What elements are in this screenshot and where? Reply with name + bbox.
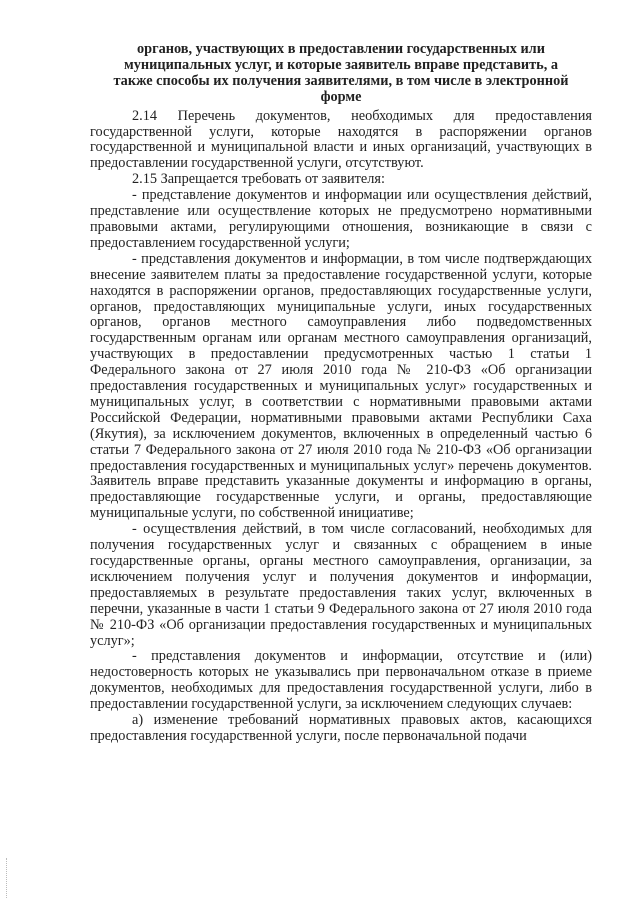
section-heading xyxy=(90,42,592,106)
paragraph-2-15: 2.15 Запрещается требовать от заявителя: xyxy=(132,171,385,188)
list-item-requirement: - представления документов и информации, в том числе подтверждающих внесение заявителем платы за предоставление государственной услуги, которые находятся в распоряжении органов, предоставляющих государственные услуги, органов, предоставляющих муниципальные услуги, иных государственных органов, органов местного самоуправления либо подведомственных государственным органам или органам местного самоуправления организаций, участвующих в предоставлении предусмотренных частью 1 статьи 1 Федерального закона от 27 июля 2010 года № 210-ФЗ «Об организации предоставления государственных и муниципальных услуг» государственных и муниципальных услуг, в соответствии с нормативными правовыми актами Российской Федерации, нормативными правовыми актами Республики Саха (Якутия), за исключением документов, включенных в определенный частью 6 статьи 7 Федерального закона от 27 июля 2010 года № 210-ФЗ «Об организации предоставления государственных и муниципальных услуг» перечень документов. Заявитель вправе представить указанные документы и информацию в органы, предоставляющие государственные услуги, и органы, предоставляющие муниципальные услуги, по собственной инициативе; xyxy=(90,250,592,522)
list-item-requirement: - представления документов и информации, отсутствие и (или) недостоверность которых не указывались при первоначальном отказе в приеме документов, необходимых для предоставления государственной услуги, либо в предоставлении государственной услуги, за исключением следующих случаев: xyxy=(90,648,592,713)
list-item-requirement: - представление документов и информации или осуществления действий, представление или осуществление которых не предусмотрено нормативными правовыми актами, регулирующими отношения, возникающие в связи с предоставлением государственной услуги; xyxy=(90,187,592,251)
scan-margin-mark xyxy=(6,858,8,898)
paragraph-2-14: 2.14 Перечень документов, необходимых для предоставления государственной услуги, которые находятся в распоряжении органов государственной и муниципальной власти и иных организаций, участвующих в предоставлении государственной услуги, отсутствуют. xyxy=(90,107,592,172)
heading-line: органов, участвующих в предоставлении государственных или xyxy=(137,41,545,57)
heading-line: муниципальных услуг, и которые заявитель вправе представить, а xyxy=(123,56,559,73)
list-item-requirement: - осуществления действий, в том числе согласований, необходимых для получения государственных услуг и связанных с обращением в иные государственные органы, органы местного самоуправления, организации, за исключением получения услуг и получения документов и информации, предоставляемых в результате предоставления таких услуг, включенных в перечни, указанные в части 1 статьи 9 Федерального закона от 27 июля 2010 года № 210-ФЗ «Об организации предоставления государственных и муниципальных услуг»; xyxy=(90,521,592,649)
heading-line: форме xyxy=(320,88,362,105)
heading-line: также способы их получения заявителями, в том числе в электронной xyxy=(113,72,569,89)
list-item-subcase-a: а) изменение требований нормативных правовых актов, касающихся предоставления государственной услуги, после первоначальной подачи xyxy=(90,712,592,744)
